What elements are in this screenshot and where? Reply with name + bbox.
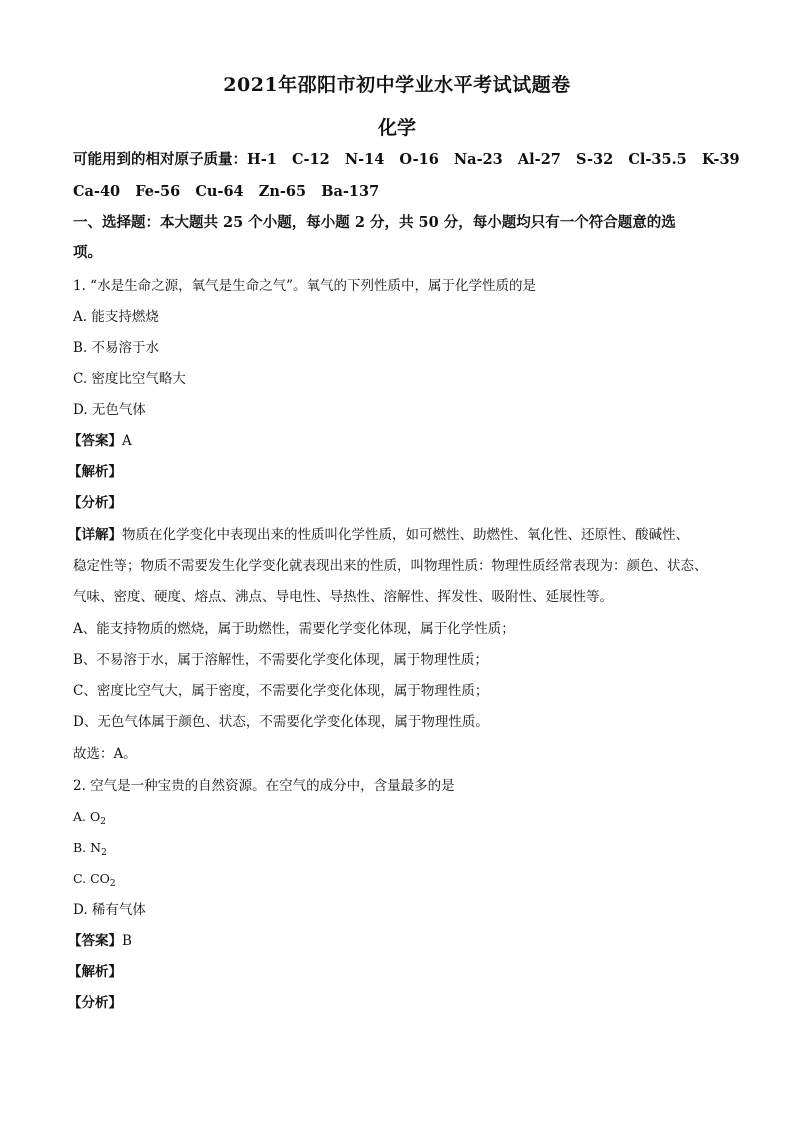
q1-answer-label: 【答案】 [68,433,122,449]
q2-answer [68,931,728,951]
q2-option-a [73,807,733,827]
q1-answer [68,431,728,451]
q1-conclusion: 故选：A。 [73,746,137,762]
q2-option-d: D. 稀有气体 [73,902,146,918]
q1-detail-text-1: 物质在化学变化中表现出来的性质叫化学性质，如可燃性、助燃性、氧化性、还原性、酸碱性、 [122,527,689,543]
exam-subject: 化学 [377,117,416,139]
q1-explanation-b: B、不易溶于水，属于溶解性，不需要化学变化体现，属于物理性质； [73,652,488,668]
atomic-masses-line-1: 可能用到的相对原子质量：H-1 C-12 N-14 O-16 Na-23 Al-27 S-32 Cl-35.5 K-39 [73,151,740,168]
q2-option-b [73,838,733,858]
q1-option-b: B. 不易溶于水 [73,340,160,356]
q2-option-c-formula: CO [90,871,110,886]
section-heading-line-1: 一、选择题：本大题共 25 个小题，每小题 2 分，共 50 分，每小题均只有一个符合题意的选 [73,214,676,231]
q1-analysis-label: 【解析】 [68,464,122,480]
q2-answer-label: 【答案】 [68,933,122,949]
q2-stem: 2. 空气是一种宝贵的自然资源。在空气的成分中，含量最多的是 [73,778,455,794]
q2-option-a-subscript: 2 [100,817,106,827]
exam-title: 2021年邵阳市初中学业水平考试试题卷 [223,74,571,96]
section-heading-line-2: 项。 [73,244,102,261]
q1-detail-line-3: 气味、密度、硬度、熔点、沸点、导电性、导热性、溶解性、挥发性、吸附性、延展性等。 [73,589,613,605]
q2-option-c [73,869,733,889]
q1-option-a: A. 能支持燃烧 [73,309,159,325]
q1-fenxi-label: 【分析】 [68,495,122,511]
q2-option-a-label: A. [73,809,87,824]
q1-explanation-a: A、能支持物质的燃烧，属于助燃性，需要化学变化体现，属于化学性质； [73,621,515,637]
q2-analysis-label: 【解析】 [68,964,122,980]
q2-fenxi-label: 【分析】 [68,995,122,1011]
q1-explanation-c: C、密度比空气大，属于密度，不需要化学变化体现，属于物理性质； [73,683,489,699]
q2-option-b-formula: N [90,840,102,855]
q1-option-d: D. 无色气体 [73,402,146,418]
q1-explanation-d: D、无色气体属于颜色、状态，不需要化学变化体现，属于物理性质。 [73,714,489,730]
q1-stem: 1. “水是生命之源，氧气是生命之气”。氧气的下列性质中，属于化学性质的是 [73,278,536,294]
q2-option-b-label: B. [73,840,87,855]
q2-option-c-subscript: 2 [109,879,116,889]
q1-detail-label: 【详解】 [68,527,122,543]
atomic-masses-line-2: Ca-40 Fe-56 Cu-64 Zn-65 Ba-137 [73,183,380,200]
q2-option-a-formula: O [90,809,101,824]
q2-option-b-subscript: 2 [101,848,107,858]
q1-detail-line-2: 稳定性等；物质不需要发生化学变化就表现出来的性质，叫物理性质：物理性质经常表现为：颜色、状态、 [73,558,708,574]
q2-answer-value: B [122,933,132,949]
q1-answer-value: A [122,433,132,449]
q1-detail-line-1 [68,525,728,545]
q1-option-c: C. 密度比空气略大 [73,371,186,387]
q2-option-c-label: C. [73,871,87,886]
